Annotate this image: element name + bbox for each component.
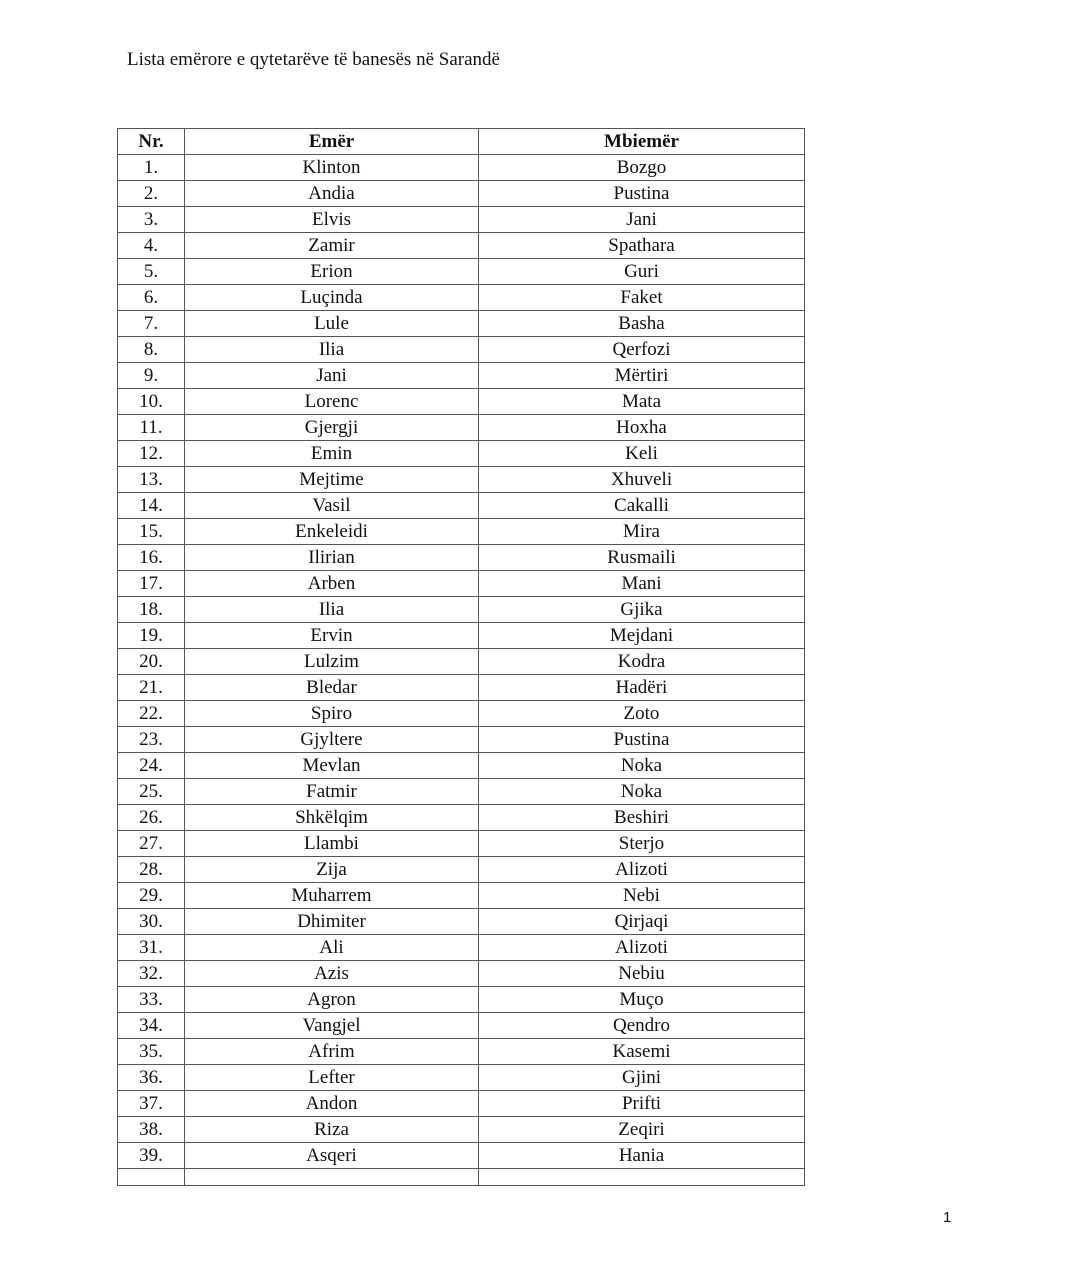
cell-nr: 13.	[118, 467, 185, 493]
cell-emer: Muharrem	[185, 883, 479, 909]
cell-nr: 35.	[118, 1039, 185, 1065]
cell-mbiemer: Kasemi	[479, 1039, 805, 1065]
table-row	[118, 363, 805, 389]
cell-nr: 5.	[118, 259, 185, 285]
cell-emer: Vangjel	[185, 1013, 479, 1039]
table-row	[118, 779, 805, 805]
empty-cell	[118, 1169, 185, 1186]
cell-nr: 17.	[118, 571, 185, 597]
cell-emer: Bledar	[185, 675, 479, 701]
cell-nr: 39.	[118, 1143, 185, 1169]
cell-mbiemer: Prifti	[479, 1091, 805, 1117]
cell-nr: 37.	[118, 1091, 185, 1117]
table-row	[118, 701, 805, 727]
table-row	[118, 181, 805, 207]
cell-mbiemer: Gjika	[479, 597, 805, 623]
cell-nr: 23.	[118, 727, 185, 753]
cell-mbiemer: Zoto	[479, 701, 805, 727]
cell-emer: Shkëlqim	[185, 805, 479, 831]
cell-emer: Zamir	[185, 233, 479, 259]
table-row	[118, 883, 805, 909]
cell-emer: Ilirian	[185, 545, 479, 571]
cell-nr: 11.	[118, 415, 185, 441]
cell-mbiemer: Xhuveli	[479, 467, 805, 493]
cell-mbiemer: Noka	[479, 779, 805, 805]
cell-nr: 21.	[118, 675, 185, 701]
table-row	[118, 753, 805, 779]
cell-nr: 28.	[118, 857, 185, 883]
table-row	[118, 909, 805, 935]
cell-mbiemer: Noka	[479, 753, 805, 779]
table-row	[118, 1065, 805, 1091]
cell-emer: Enkeleidi	[185, 519, 479, 545]
cell-mbiemer: Sterjo	[479, 831, 805, 857]
cell-mbiemer: Qerfozi	[479, 337, 805, 363]
cell-nr: 29.	[118, 883, 185, 909]
table-row	[118, 805, 805, 831]
cell-emer: Fatmir	[185, 779, 479, 805]
table-row	[118, 727, 805, 753]
table-row	[118, 649, 805, 675]
cell-nr: 19.	[118, 623, 185, 649]
cell-emer: Zija	[185, 857, 479, 883]
table-row	[118, 1013, 805, 1039]
cell-nr: 25.	[118, 779, 185, 805]
cell-mbiemer: Kodra	[479, 649, 805, 675]
table-row	[118, 155, 805, 181]
table-row	[118, 961, 805, 987]
cell-nr: 15.	[118, 519, 185, 545]
cell-mbiemer: Alizoti	[479, 857, 805, 883]
cell-nr: 2.	[118, 181, 185, 207]
table-row-empty	[118, 1169, 805, 1186]
cell-emer: Ali	[185, 935, 479, 961]
citizens-table	[117, 128, 805, 1186]
table-row	[118, 597, 805, 623]
table-row	[118, 1091, 805, 1117]
table-row	[118, 467, 805, 493]
cell-nr: 26.	[118, 805, 185, 831]
table-row	[118, 675, 805, 701]
table-row	[118, 831, 805, 857]
cell-nr: 8.	[118, 337, 185, 363]
cell-emer: Andia	[185, 181, 479, 207]
empty-cell	[479, 1169, 805, 1186]
table-body	[118, 155, 805, 1186]
cell-nr: 31.	[118, 935, 185, 961]
table-row	[118, 311, 805, 337]
table-row	[118, 857, 805, 883]
cell-nr: 16.	[118, 545, 185, 571]
cell-emer: Jani	[185, 363, 479, 389]
table-row	[118, 389, 805, 415]
cell-mbiemer: Guri	[479, 259, 805, 285]
cell-nr: 10.	[118, 389, 185, 415]
cell-mbiemer: Keli	[479, 441, 805, 467]
table-row	[118, 207, 805, 233]
cell-nr: 36.	[118, 1065, 185, 1091]
table-row	[118, 1117, 805, 1143]
cell-emer: Erion	[185, 259, 479, 285]
table-header-row	[118, 129, 805, 155]
cell-emer: Vasil	[185, 493, 479, 519]
cell-mbiemer: Mata	[479, 389, 805, 415]
cell-emer: Elvis	[185, 207, 479, 233]
cell-nr: 30.	[118, 909, 185, 935]
cell-mbiemer: Faket	[479, 285, 805, 311]
cell-mbiemer: Spathara	[479, 233, 805, 259]
table-row	[118, 233, 805, 259]
cell-mbiemer: Mani	[479, 571, 805, 597]
page-number: 1	[943, 1209, 952, 1226]
cell-emer: Luçinda	[185, 285, 479, 311]
table-row	[118, 571, 805, 597]
table-row	[118, 935, 805, 961]
table-row	[118, 337, 805, 363]
cell-mbiemer: Hadëri	[479, 675, 805, 701]
cell-mbiemer: Alizoti	[479, 935, 805, 961]
table-row	[118, 415, 805, 441]
cell-emer: Dhimiter	[185, 909, 479, 935]
table-row	[118, 987, 805, 1013]
cell-mbiemer: Nebiu	[479, 961, 805, 987]
cell-emer: Spiro	[185, 701, 479, 727]
cell-emer: Asqeri	[185, 1143, 479, 1169]
cell-emer: Lule	[185, 311, 479, 337]
cell-emer: Klinton	[185, 155, 479, 181]
cell-emer: Riza	[185, 1117, 479, 1143]
cell-mbiemer: Mira	[479, 519, 805, 545]
cell-emer: Llambi	[185, 831, 479, 857]
cell-mbiemer: Jani	[479, 207, 805, 233]
cell-mbiemer: Rusmaili	[479, 545, 805, 571]
cell-mbiemer: Nebi	[479, 883, 805, 909]
cell-nr: 18.	[118, 597, 185, 623]
table-row	[118, 1143, 805, 1169]
cell-emer: Arben	[185, 571, 479, 597]
cell-mbiemer: Gjini	[479, 1065, 805, 1091]
column-header-emer: Emër	[185, 129, 479, 155]
table-row	[118, 623, 805, 649]
cell-nr: 24.	[118, 753, 185, 779]
cell-nr: 14.	[118, 493, 185, 519]
cell-emer: Ervin	[185, 623, 479, 649]
cell-emer: Gjergji	[185, 415, 479, 441]
cell-nr: 12.	[118, 441, 185, 467]
cell-emer: Lefter	[185, 1065, 479, 1091]
cell-mbiemer: Qirjaqi	[479, 909, 805, 935]
page-title: Lista emërore e qytetarëve të banesës në Sarandë	[127, 49, 500, 70]
cell-emer: Azis	[185, 961, 479, 987]
column-header-nr: Nr.	[118, 129, 185, 155]
cell-emer: Ilia	[185, 597, 479, 623]
cell-nr: 1.	[118, 155, 185, 181]
cell-mbiemer: Basha	[479, 311, 805, 337]
cell-mbiemer: Pustina	[479, 181, 805, 207]
cell-emer: Afrim	[185, 1039, 479, 1065]
cell-emer: Emin	[185, 441, 479, 467]
cell-emer: Lorenc	[185, 389, 479, 415]
cell-mbiemer: Muço	[479, 987, 805, 1013]
cell-nr: 34.	[118, 1013, 185, 1039]
table-row	[118, 545, 805, 571]
cell-nr: 20.	[118, 649, 185, 675]
cell-nr: 4.	[118, 233, 185, 259]
cell-emer: Lulzim	[185, 649, 479, 675]
cell-mbiemer: Hoxha	[479, 415, 805, 441]
cell-mbiemer: Mërtiri	[479, 363, 805, 389]
cell-mbiemer: Hania	[479, 1143, 805, 1169]
cell-emer: Mevlan	[185, 753, 479, 779]
cell-mbiemer: Cakalli	[479, 493, 805, 519]
cell-mbiemer: Bozgo	[479, 155, 805, 181]
cell-nr: 3.	[118, 207, 185, 233]
cell-nr: 33.	[118, 987, 185, 1013]
table-row	[118, 519, 805, 545]
cell-emer: Mejtime	[185, 467, 479, 493]
cell-mbiemer: Pustina	[479, 727, 805, 753]
cell-emer: Andon	[185, 1091, 479, 1117]
table-row	[118, 441, 805, 467]
table-row	[118, 285, 805, 311]
cell-nr: 27.	[118, 831, 185, 857]
cell-nr: 9.	[118, 363, 185, 389]
table-row	[118, 493, 805, 519]
cell-nr: 7.	[118, 311, 185, 337]
cell-nr: 6.	[118, 285, 185, 311]
cell-nr: 38.	[118, 1117, 185, 1143]
cell-nr: 32.	[118, 961, 185, 987]
cell-emer: Gjyltere	[185, 727, 479, 753]
cell-mbiemer: Qendro	[479, 1013, 805, 1039]
cell-emer: Ilia	[185, 337, 479, 363]
cell-mbiemer: Mejdani	[479, 623, 805, 649]
cell-mbiemer: Beshiri	[479, 805, 805, 831]
table-row	[118, 259, 805, 285]
cell-mbiemer: Zeqiri	[479, 1117, 805, 1143]
table-row	[118, 1039, 805, 1065]
empty-cell	[185, 1169, 479, 1186]
cell-nr: 22.	[118, 701, 185, 727]
column-header-mbiemer: Mbiemër	[479, 129, 805, 155]
cell-emer: Agron	[185, 987, 479, 1013]
